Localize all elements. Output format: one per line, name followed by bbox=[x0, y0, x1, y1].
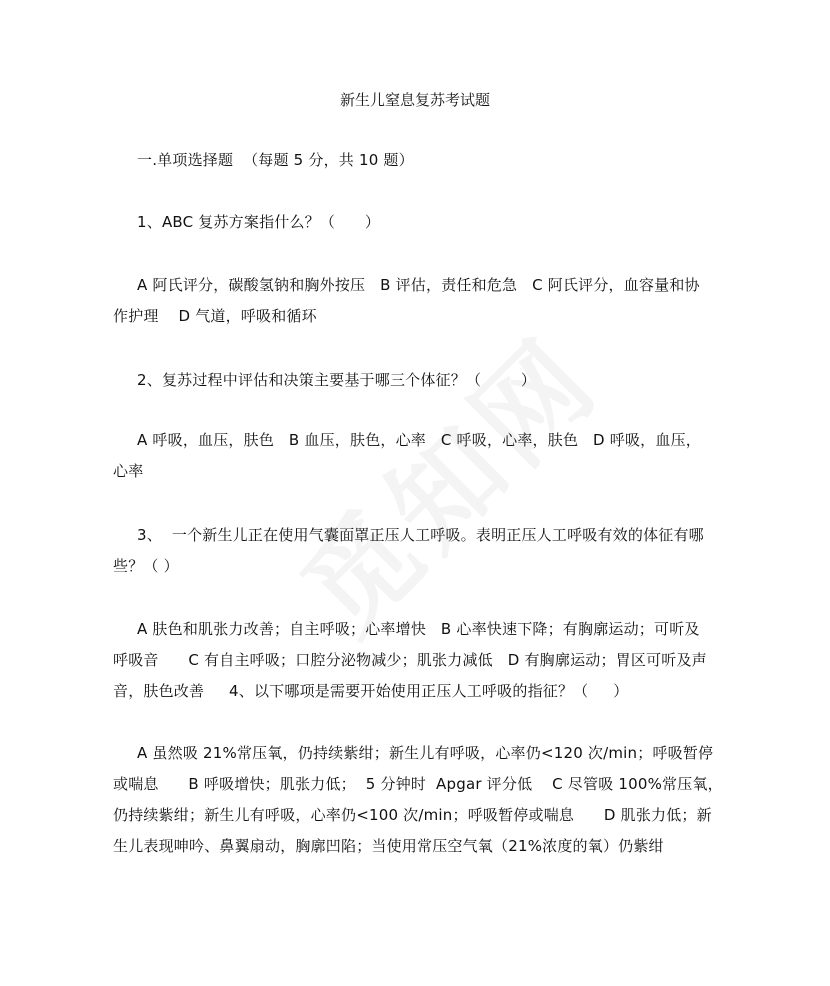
question-text: 1、ABC 复苏方案指什么？（ ） bbox=[137, 213, 381, 231]
options-line: 音，肤色改善 4、以下哪项是需要开始使用正压人工呼吸的指征？（ ） bbox=[113, 682, 629, 700]
options-line: 心率 bbox=[113, 462, 144, 480]
document-title: 新生儿窒息复苏考试题 bbox=[339, 91, 490, 109]
options-line: 或喘息 B 呼吸增快；肌张力低； 5 分钟时 Apgar 评分低 C 尽管吸 100%常压氧， bbox=[113, 775, 723, 793]
options-line: A 虽然吸 21%常压氧，仍持续紫绀；新生儿有呼吸，心率仍<120 次/min；呼吸暂停 bbox=[137, 744, 714, 762]
options-line: A 阿氏评分，碳酸氢钠和胸外按压 B 评估，责任和危急 C 阿氏评分，血容量和协 bbox=[137, 276, 700, 294]
options-line: A 肤色和肌张力改善；自主呼吸；心率增快 B 心率快速下降；有胸廓运动；可听及 bbox=[137, 620, 700, 638]
options-line: 仍持续紫绀；新生儿有呼吸，心率仍<100 次/min；呼吸暂停或喘息 D 肌张力低；新 bbox=[113, 806, 712, 824]
question-text: 些？（ ） bbox=[113, 557, 179, 575]
question-text: 3、 一个新生儿正在使用气囊面罩正压人工呼吸。表明正压人工呼吸有效的体征有哪 bbox=[137, 526, 704, 544]
section-heading: 一.单项选择题 （每题 5 分，共 10 题） bbox=[137, 151, 414, 169]
options-line: A 呼吸，血压，肤色 B 血压，肤色，心率 C 呼吸，心率，肤色 D 呼吸，血压， bbox=[137, 431, 701, 449]
options-line: 作护理 D 气道，呼吸和循环 bbox=[113, 307, 317, 325]
options-line: 生儿表现呻吟、鼻翼扇动，胸廓凹陷；当使用常压空气氧（21%浓度的氧）仍紫绀 bbox=[113, 837, 664, 855]
watermark bbox=[262, 296, 628, 662]
options-line: 呼吸音 C 有自主呼吸；口腔分泌物减少；肌张力减低 D 有胸廓运动；胃区可听及声 bbox=[113, 651, 707, 669]
question-text: 2、复苏过程中评估和决策主要基于哪三个体征？（ ） bbox=[137, 371, 537, 389]
